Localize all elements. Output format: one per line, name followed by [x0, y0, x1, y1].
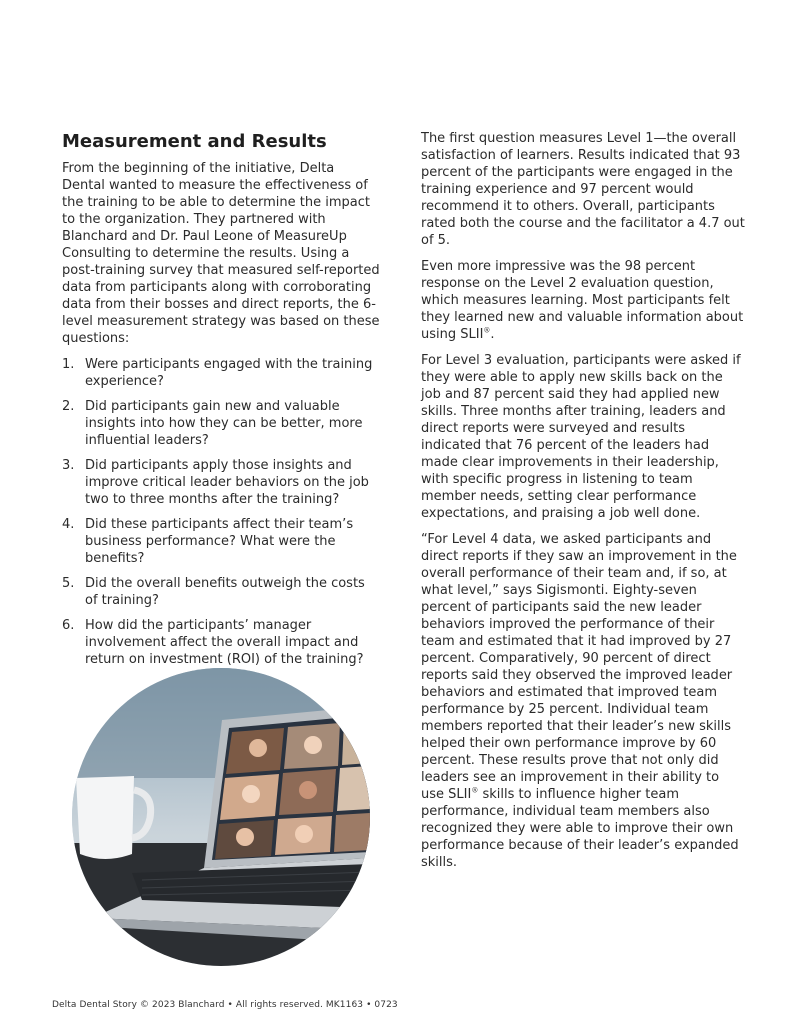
list-item: 2. Did participants gain new and valuable insights into how they can be better, more influential leaders?: [62, 399, 363, 448]
list-item: 3. Did participants apply those insights and improve critical leader behaviors on the job two to three months after the training?: [62, 458, 369, 507]
list-item: 5. Did the overall benefits outweigh the costs of training?: [62, 576, 365, 608]
list-item: 1. Were participants engaged with the training experience?: [62, 357, 373, 389]
right-column: [421, 130, 746, 880]
laptop-illustration: [72, 668, 370, 966]
level-4-paragraph: “For Level 4 data, we asked participants and direct reports if they saw an improvement in the overall performance of their team and, if so, at what level,” says Sigismonti. Eighty-seven percent of participants said the new leader behaviors improved the performance of their team and estimated that it had improved by 27 percent. Comparatively, 90 percent of direct reports said they observed the improved leader behaviors and estimated that improved team performance by 25 percent. Individual team members reported that their leader’s new skills helped their own performance improve by 60 percent. These results prove that not only did leaders see an improvement in their ability to use SLII® skills to influence higher team performance, individual team members also recognized they were able to improve their own performance because of their leader’s expanded skills.: [421, 532, 739, 870]
level-1-paragraph: The first question measures Level 1—the overall satisfaction of learners. Results indicated that 93 percent of the participants were engaged in the training experience and 97 percent would recommend it to others. Overall, participants rated both the course and the facilitator a 4.7 out of 5.: [421, 131, 745, 248]
intro-paragraph: From the beginning of the initiative, Delta Dental wanted to measure the effectiveness of the training to be able to determine the impact to the organization. They partnered with Blanchard and Dr. Paul Leone of MeasureUp Consulting to determine the results. Using a post-training survey that measured self-reported data from participants along with corroborating data from their bosses and direct reports, the 6-level measurement strategy was based on these questions:: [62, 161, 380, 346]
level-3-paragraph: For Level 3 evaluation, participants were asked if they were able to apply new skills back on the job and 87 percent said they had applied new skills. Three months after training, leaders and direct reports were surveyed and results indicated that 76 percent of the leaders had made clear improvements in their leadership, with specific progress in listening to team member needs, setting clear performance expectations, and praising a job well done.: [421, 353, 741, 521]
list-item: 6. How did the participants’ manager involvement affect the overall impact and return on investment (ROI) of the training?: [62, 618, 364, 667]
list-item: 4. Did these participants affect their team’s business performance? What were the benefits?: [62, 517, 354, 566]
page-footer: Delta Dental Story © 2023 Blanchard • All rights reserved. MK1163 • 0723: [52, 1000, 398, 1010]
laptop-video-call-photo: [72, 668, 370, 966]
left-column: [62, 130, 380, 676]
section-heading: Measurement and Results: [62, 131, 327, 152]
questions-list: [62, 356, 380, 668]
level-2-paragraph: Even more impressive was the 98 percent response on the Level 2 evaluation question, which measures learning. Most participants felt they learned new and valuable information about using SLII®.: [421, 259, 744, 342]
